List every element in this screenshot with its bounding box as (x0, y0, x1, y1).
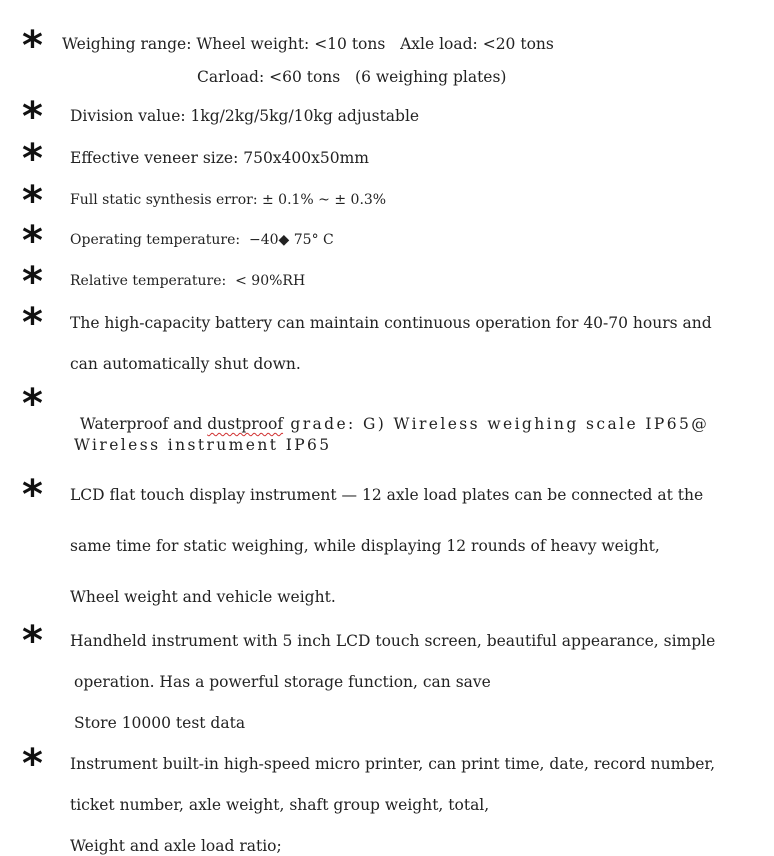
bullet-star-6: * (22, 259, 43, 305)
bullet-star-8: * (22, 381, 43, 427)
spec-lcd-display-line-3: Wheel weight and vehicle weight. (70, 588, 336, 606)
spec-printer-line-3: Weight and axle load ratio; (70, 837, 282, 855)
waterproof-text-after: grade: G) Wireless weighing scale IP65@ (283, 415, 710, 433)
spec-veneer-size: Effective veneer size: 750x400x50mm (70, 149, 369, 167)
spec-battery-line-2: can automatically shut down. (70, 355, 301, 373)
waterproof-text-before: Waterproof and (79, 415, 208, 433)
spec-operating-temperature: Operating temperature: −40◆ 75° C (70, 232, 334, 248)
spec-printer-line-2: ticket number, axle weight, shaft group weight, total, (70, 796, 490, 814)
bullet-star-2: * (22, 94, 43, 140)
spec-synthesis-error: Full static synthesis error: ± 0.1% ~ ± 0.3% (70, 192, 387, 208)
spec-relative-temperature: Relative temperature: < 90%RH (70, 273, 306, 289)
bullet-star-3: * (22, 136, 43, 182)
spec-handheld-line-1: Handheld instrument with 5 inch LCD touch screen, beautiful appearance, simple (70, 632, 716, 650)
spec-handheld-line-3: Store 10000 test data (74, 714, 246, 732)
spec-lcd-display-line-1: LCD flat touch display instrument — 12 axle load plates can be connected at the (70, 486, 704, 504)
bullet-star-5: * (22, 218, 43, 264)
bullet-star-4: * (22, 178, 43, 224)
bullet-star-11: * (22, 741, 43, 787)
spec-waterproof-line-2: Wireless instrument IP65 (74, 436, 332, 454)
spec-waterproof-line-1 (70, 394, 709, 434)
spec-lcd-display-line-2: same time for static weighing, while displaying 12 rounds of heavy weight, (70, 537, 660, 555)
spec-battery-line-1: The high-capacity battery can maintain continuous operation for 40-70 hours and (70, 314, 712, 332)
bullet-star-9: * (22, 472, 43, 518)
bullet-star-10: * (22, 618, 43, 664)
spec-division-value: Division value: 1kg/2kg/5kg/10kg adjustable (70, 107, 420, 125)
spec-printer-line-1: Instrument built-in high-speed micro printer, can print time, date, record number, (70, 755, 716, 773)
bullet-star-1: * (22, 23, 43, 69)
spec-weighing-range-line-2: Carload: <60 tons (6 weighing plates) (197, 68, 507, 86)
spec-handheld-line-2: operation. Has a powerful storage function, can save (74, 673, 491, 691)
spellcheck-marked-word: dustproof (207, 415, 284, 433)
spec-weighing-range-line-1: Weighing range: Wheel weight: <10 tons Axle load: <20 tons (62, 35, 554, 53)
bullet-star-7: * (22, 300, 43, 346)
